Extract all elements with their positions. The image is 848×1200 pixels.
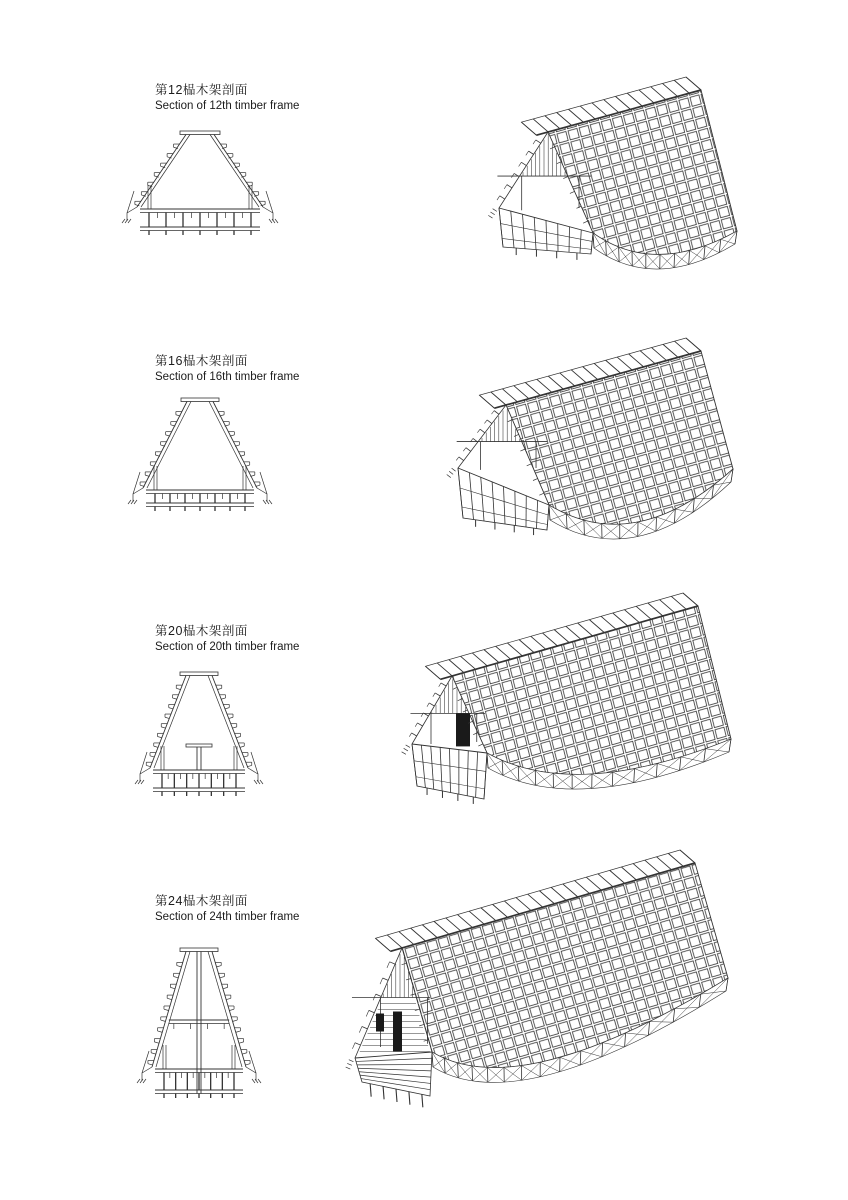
axonometric-view-frame-24 (346, 850, 728, 1107)
label-chinese-16: 第16榀木架剖面 (155, 354, 248, 368)
axonometric-view-frame-16 (447, 338, 733, 539)
label-chinese-12: 第12榀木架剖面 (155, 83, 248, 97)
axonometric-view-frame-20 (402, 593, 731, 804)
axonometric-view-frame-12 (488, 77, 737, 269)
section-drawing-frame-16 (128, 398, 272, 511)
section-drawing-frame-12 (122, 131, 278, 235)
label-english-16: Section of 16th timber frame (155, 371, 300, 383)
label-english-24: Section of 24th timber frame (155, 911, 300, 923)
section-drawing-frame-20 (135, 672, 263, 796)
label-english-20: Section of 20th timber frame (155, 641, 300, 653)
label-english-12: Section of 12th timber frame (155, 100, 300, 112)
label-chinese-20: 第20榀木架剖面 (155, 624, 248, 638)
section-drawing-frame-24 (137, 948, 261, 1098)
label-chinese-24: 第24榀木架剖面 (155, 894, 248, 908)
